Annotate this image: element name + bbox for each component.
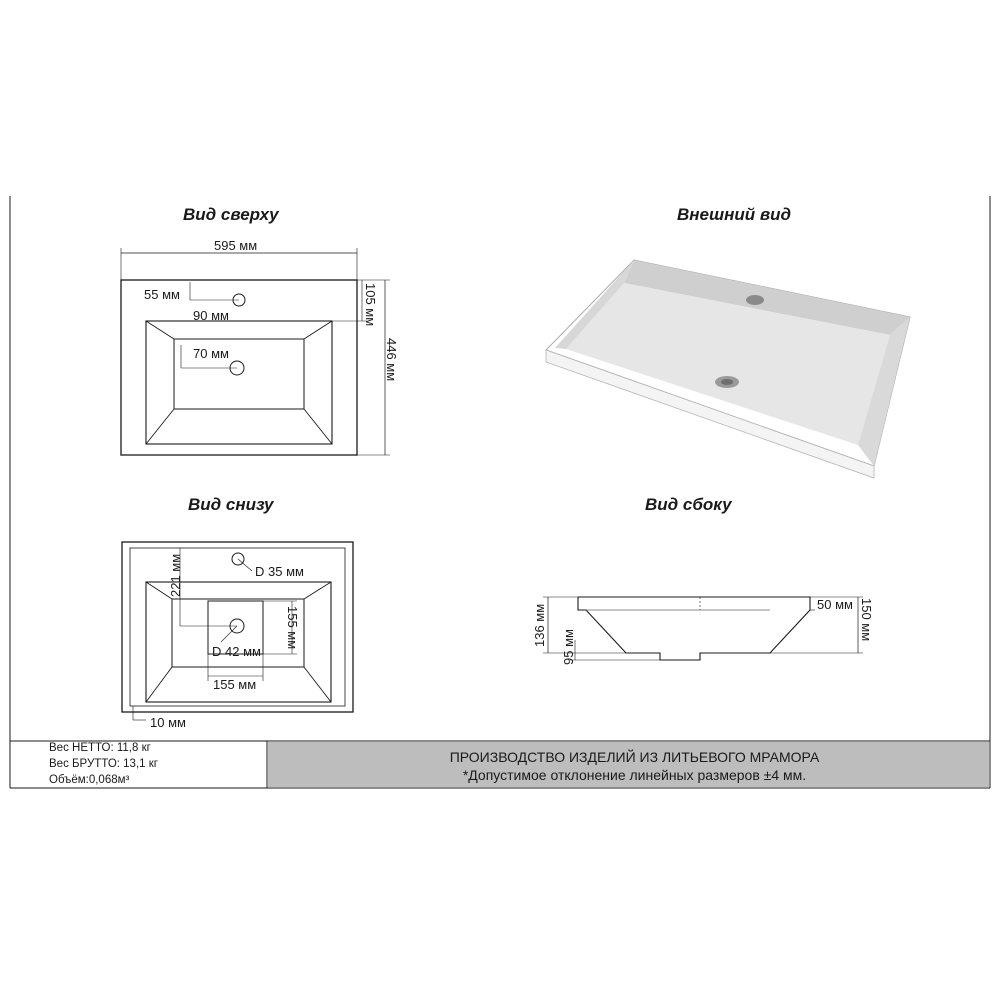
sheet-frame	[10, 196, 990, 788]
base-label: 95 мм	[561, 629, 576, 665]
height-label: 150 мм	[859, 598, 874, 642]
gross-weight: Вес БРУТТО: 13,1 кг	[49, 758, 158, 770]
bottom-offset-label: 221 мм	[168, 553, 183, 597]
bowl-depth-label: 136 мм	[532, 603, 547, 647]
top-bowl-offset-label: 90 мм	[193, 308, 229, 323]
side-view-title: Вид сбоку	[645, 495, 732, 514]
banner-title: ПРОИЗВОДСТВО ИЗДЕЛИЙ ИЗ ЛИТЬЕВОГО МРАМОРА	[449, 749, 820, 765]
top-depth-label: 446 мм	[384, 338, 399, 382]
volume: Объём:0,068м³	[49, 774, 130, 786]
bottom-view-drawing	[122, 542, 353, 720]
net-weight: Вес НЕТТО: 11,8 кг	[49, 742, 151, 754]
bottom-view-title: Вид снизу	[188, 495, 274, 514]
pad-width-label: 155 мм	[213, 677, 257, 692]
bottom-edge-label: 10 мм	[150, 715, 186, 730]
top-drain-offset-label: 70 мм	[193, 346, 229, 361]
pad-height-label: 155 мм	[285, 606, 300, 650]
drain-hole-label: D 42 мм	[212, 644, 261, 659]
top-edge-label: 105 мм	[363, 283, 378, 327]
side-view-drawing	[543, 597, 863, 660]
rim-label: 50 мм	[817, 597, 853, 612]
exterior-view-title: Внешний вид	[677, 205, 792, 224]
top-view-title: Вид сверху	[183, 205, 279, 224]
top-view-drawing	[121, 248, 390, 455]
tap-hole-label: D 35 мм	[255, 564, 304, 579]
tolerance-note: *Допустимое отклонение линейных размеров ±4 мм.	[462, 767, 807, 783]
top-hole-offset-label: 55 мм	[144, 287, 180, 302]
exterior-basin-render	[546, 260, 910, 478]
top-width-label: 595 мм	[214, 238, 258, 253]
